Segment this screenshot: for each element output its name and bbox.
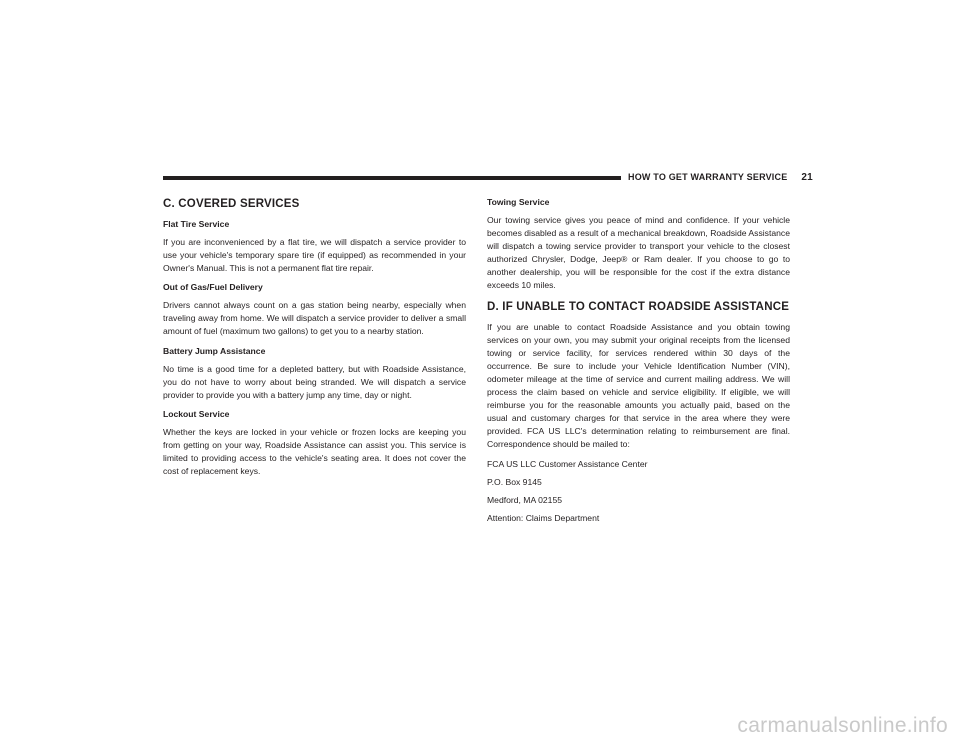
heading-flat-tire: Flat Tire Service [163,219,230,229]
header-rule [163,176,621,180]
text-lockout: Whether the keys are locked in your vehicle or frozen locks are keeping you from getting on your way, Roadside Assistance can assist you. This service is limited to providing access to the vehicle's seating area. It does not cover the cost of replacement keys. [163,426,466,477]
right-column [487,196,790,530]
address-line: FCA US LLC Customer Assistance Center [487,458,648,469]
page-number: 21 [801,172,813,183]
section-title-unable-to-contact: D. IF UNABLE TO CONTACT ROADSIDE ASSISTANCE [487,300,790,313]
mailing-address [487,458,790,525]
address-line: Medford, MA 02155 [487,494,563,505]
heading-fuel-delivery: Out of Gas/Fuel Delivery [163,282,263,293]
text-reimbursement: If you are unable to contact Roadside Assistance and you obtain towing services on your own, you may submit your original receipts from the licensed towing or service facility, for services rendered within 30 days of the occurrence. Be sure to include your Vehicle Identification Number (VIN), odometer mileage at the time of service and current mailing address. We will process the claim based on vehicle and service eligibility. If eligible, we will reimburse you for the reasonable amounts you actually paid, based on the usual and customary charges for that service in the area where they were provided. FCA US LLC's determination relating to reimbursement are final. Correspondence should be mailed to: [487,321,790,450]
header-title: HOW TO GET WARRANTY SERVICE [628,172,788,182]
left-column [163,196,466,484]
heading-towing: Towing Service [487,197,550,207]
heading-battery-jump: Battery Jump Assistance [163,345,266,356]
text-flat-tire: If you are inconvenienced by a flat tire, we will dispatch a service provider to use your vehicle's temporary spare tire (if equipped) as recommended in your Owner's Manual. This is not a permanent flat tire repair. [163,237,466,274]
address-line: Attention: Claims Department [487,512,600,523]
running-header [628,172,813,183]
section-title-covered-services: C. COVERED SERVICES [163,198,300,210]
text-towing: Our towing service gives you peace of mind and confidence. If your vehicle becomes disabled as a result of a mechanical breakdown, Roadside Assistance will dispatch a towing service provider to transport your vehicle to the closest authorized Chrysler, Dodge, Jeep® or Ram dealer. If you choose to go to another dealership, you will be responsible for the cost if the extra distance exceeds 10 miles. [487,215,790,291]
heading-lockout: Lockout Service [163,408,230,419]
watermark: carmanualsonline.info [737,714,948,737]
address-line: P.O. Box 9145 [487,476,542,487]
text-battery-jump: No time is a good time for a depleted battery, but with Roadside Assistance, you do not have to worry about being stranded. We will dispatch a service provider to provide you with a battery jump any time, day or night. [163,363,466,400]
text-fuel-delivery: Drivers cannot always count on a gas station being nearby, especially when traveling away from home. We will dispatch a service provider to deliver a small amount of fuel (maximum two gallons) to get you to a nearby station. [163,300,466,337]
